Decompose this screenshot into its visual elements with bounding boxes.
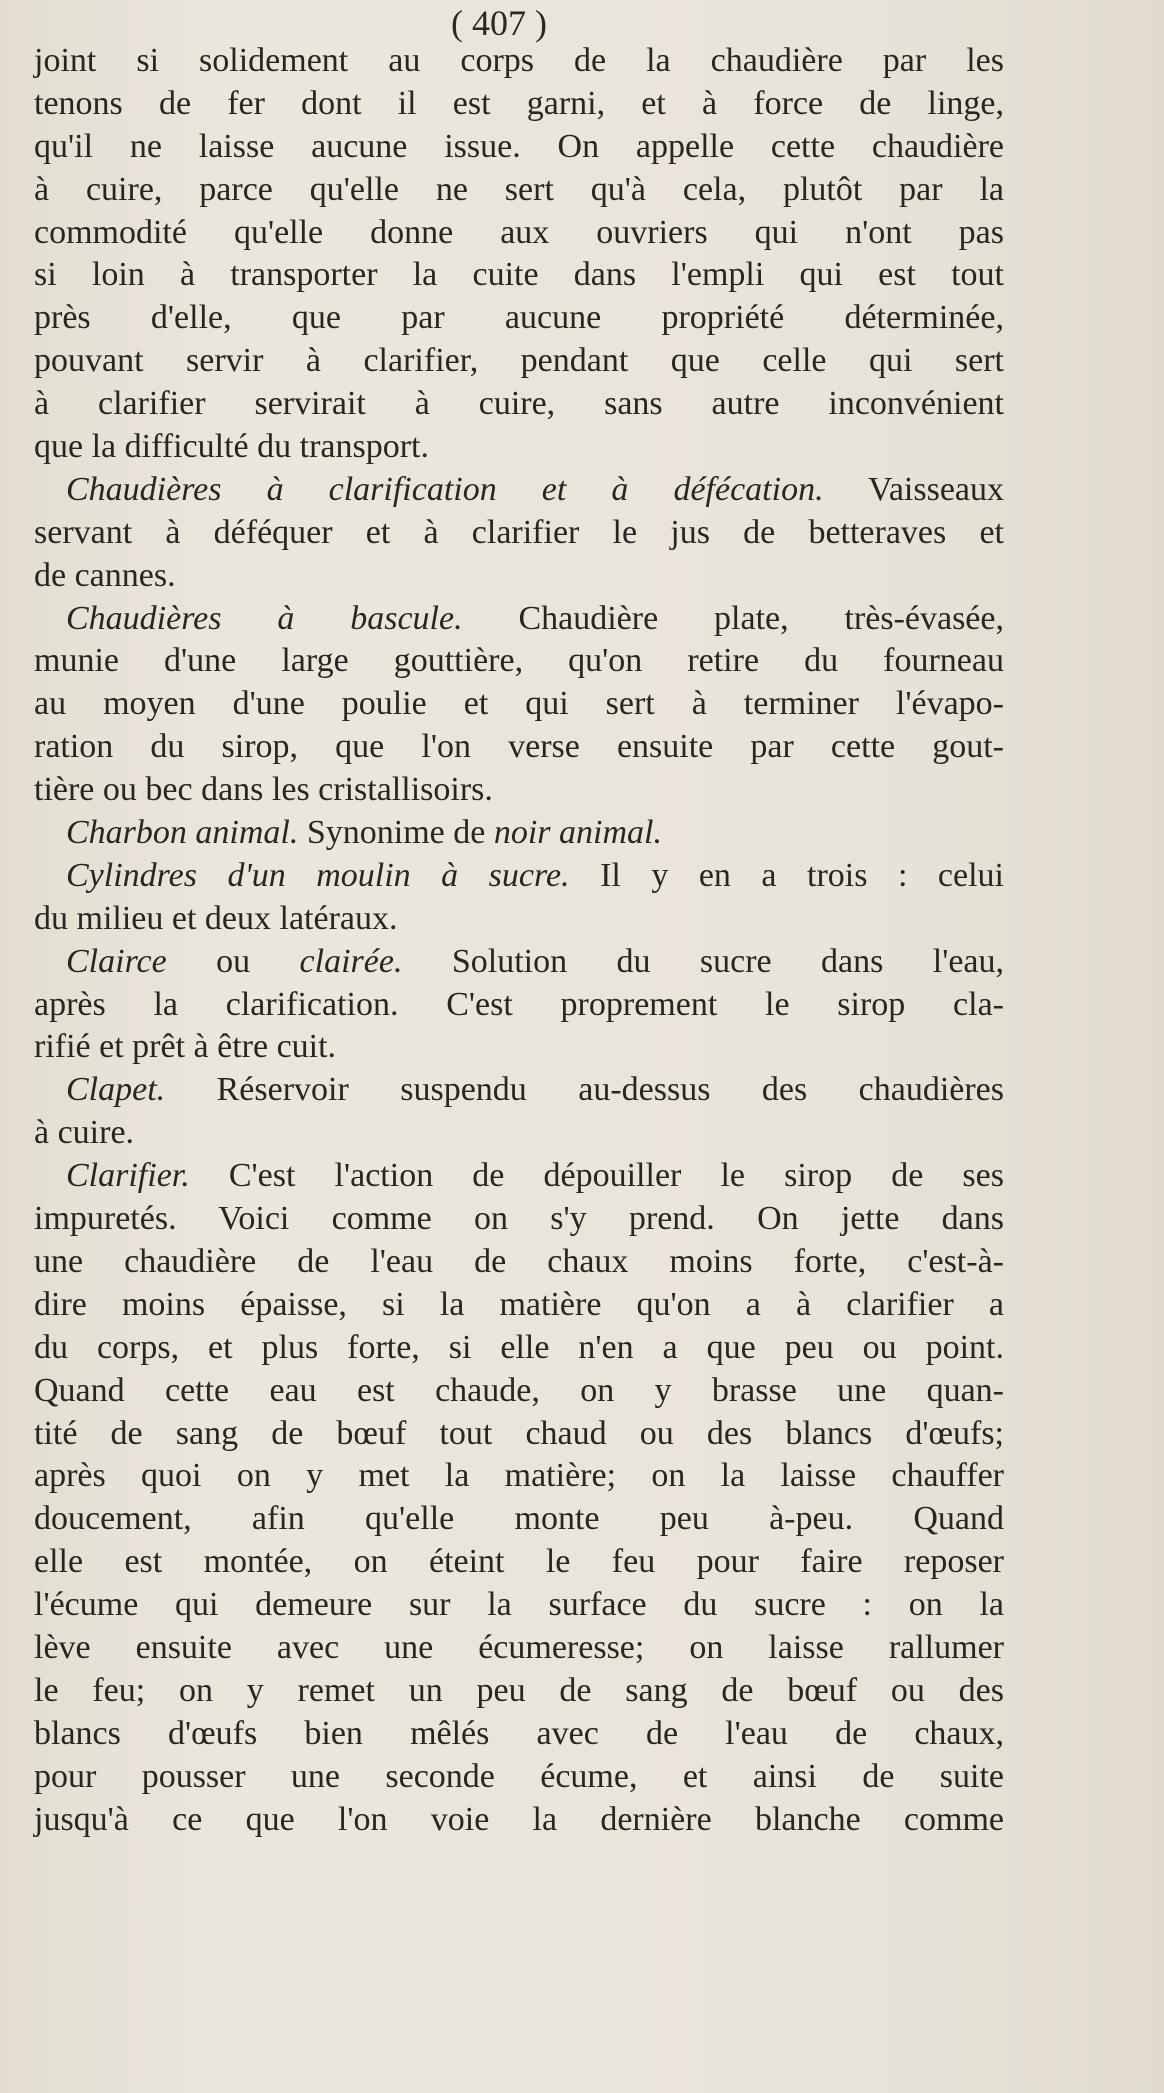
text-span: elle est montée, on éteint le feu pour faire reposer <box>34 1543 1004 1581</box>
text-span: l'écume qui demeure sur la surface du sucre : on la <box>34 1586 1004 1624</box>
text-line <box>34 1670 1004 1713</box>
text-span: du corps, et plus forte, si elle n'en a que peu ou point. <box>34 1328 1004 1366</box>
text-line <box>34 1069 1004 1112</box>
body-text <box>34 40 1004 1841</box>
headword-italic: Charbon animal. <box>66 814 299 852</box>
text-span: à cuire. <box>34 1114 135 1152</box>
headword-italic: Clapet. <box>66 1071 166 1109</box>
headword-italic: Clarifier. <box>66 1157 190 1195</box>
text-line <box>34 1413 1004 1456</box>
text-line <box>34 1756 1004 1799</box>
text-line <box>34 297 1004 340</box>
text-line <box>34 1026 1004 1069</box>
text-span: ration du sirop, que l'on verse ensuite par cette gout- <box>34 728 1004 766</box>
text-span: commodité qu'elle donne aux ouvriers qui n'ont pas <box>34 213 1004 251</box>
headword-italic: Chaudières à bascule. <box>66 599 463 637</box>
text-line <box>34 1112 1004 1155</box>
headword-italic: clairée. <box>299 942 403 980</box>
text-span: tité de sang de bœuf tout chaud ou des blancs d'œufs; <box>34 1414 1004 1452</box>
text-line <box>34 640 1004 683</box>
text-line <box>34 426 1004 469</box>
text-span: munie d'une large gouttière, qu'on retire du fourneau <box>34 642 1004 680</box>
text-span: ou <box>166 942 300 980</box>
text-span: tière ou bec dans les cristallisoirs. <box>34 771 493 809</box>
text-line <box>34 683 1004 726</box>
text-span: qu'il ne laisse aucune issue. On appelle cette chaudière <box>34 127 1004 165</box>
text-line <box>34 855 1004 898</box>
text-line <box>34 1541 1004 1584</box>
text-span: de cannes. <box>34 556 176 594</box>
text-line <box>34 726 1004 769</box>
text-span: Quand cette eau est chaude, on y brasse une quan- <box>34 1371 1004 1409</box>
text-line <box>34 1155 1004 1198</box>
page-number: ( 407 ) <box>451 3 547 43</box>
text-line <box>34 1370 1004 1413</box>
text-span: du milieu et deux latéraux. <box>34 899 398 937</box>
text-span: Solution du sucre dans l'eau, <box>402 942 1005 980</box>
text-span: au moyen d'une poulie et qui sert à terminer l'évapo- <box>34 685 1004 723</box>
text-line <box>34 1455 1004 1498</box>
text-line <box>34 1498 1004 1541</box>
text-span: tenons de fer dont il est garni, et à force de linge, <box>34 84 1004 122</box>
text-line <box>34 1713 1004 1756</box>
text-line <box>34 984 1004 1027</box>
text-span: Synonime de <box>298 814 494 852</box>
text-span: dire moins épaisse, si la matière qu'on a à clarifier a <box>34 1285 1004 1323</box>
text-span: impuretés. Voici comme on s'y prend. On jette dans <box>34 1200 1004 1238</box>
text-span: joint si solidement au corps de la chaudière par les <box>34 42 1004 79</box>
text-line <box>34 383 1004 426</box>
text-line <box>34 169 1004 212</box>
text-span: C'est l'action de dépouiller le sirop de ses <box>189 1157 1004 1195</box>
text-span: une chaudière de l'eau de chaux moins forte, c'est-à- <box>34 1242 1004 1280</box>
text-line <box>34 254 1004 297</box>
text-span: Il y en a trois : celui <box>569 856 1004 894</box>
text-span: pouvant servir à clarifier, pendant que celle qui sert <box>34 342 1004 380</box>
text-span: après la clarification. C'est proprement le sirop cla- <box>34 985 1004 1023</box>
text-span: lève ensuite avec une écumeresse; on laisse rallumer <box>34 1628 1004 1666</box>
text-span: servant à déféquer et à clarifier le jus de betteraves et <box>34 513 1004 551</box>
text-line <box>34 212 1004 255</box>
text-line <box>34 898 1004 941</box>
text-span: doucement, afin qu'elle monte peu à-peu. Quand <box>34 1500 1004 1538</box>
text-span: le feu; on y remet un peu de sang de bœuf ou des <box>34 1671 1004 1709</box>
text-span: Réservoir suspendu au-dessus des chaudières <box>165 1071 1004 1109</box>
text-line <box>34 83 1004 126</box>
text-line <box>34 469 1004 512</box>
headword-italic: Clairce <box>66 942 167 980</box>
text-span: Vaisseaux <box>823 470 1004 508</box>
text-span: après quoi on y met la matière; on la laisse chauffer <box>34 1457 1004 1495</box>
text-line <box>34 598 1004 641</box>
text-line <box>34 769 1004 812</box>
text-line <box>34 512 1004 555</box>
text-line <box>34 1284 1004 1327</box>
text-line <box>34 555 1004 598</box>
text-span: blancs d'œufs bien mêlés avec de l'eau de chaux, <box>34 1714 1004 1752</box>
text-span: rifié et prêt à être cuit. <box>34 1028 337 1066</box>
text-line <box>34 126 1004 169</box>
headword-italic: Chaudières à clarification et à défécation. <box>66 470 824 508</box>
text-line <box>34 1241 1004 1284</box>
text-line <box>34 1327 1004 1370</box>
text-span: que la difficulté du transport. <box>34 428 429 466</box>
text-line <box>34 40 1004 83</box>
text-line <box>34 1799 1004 1842</box>
headword-italic: noir animal. <box>493 814 662 852</box>
text-span: Chaudière plate, très-évasée, <box>462 599 1004 637</box>
text-span: à cuire, parce qu'elle ne sert qu'à cela, plutôt par la <box>34 170 1004 208</box>
text-line <box>34 812 1004 855</box>
text-line <box>34 1584 1004 1627</box>
text-span: si loin à transporter la cuite dans l'empli qui est tout <box>34 256 1004 294</box>
text-line <box>34 1198 1004 1241</box>
text-span: à clarifier servirait à cuire, sans autre inconvénient <box>34 385 1004 423</box>
text-line <box>34 340 1004 383</box>
text-span: près d'elle, que par aucune propriété déterminée, <box>34 299 1004 337</box>
text-line <box>34 1627 1004 1670</box>
headword-italic: Cylindres d'un moulin à sucre. <box>66 856 570 894</box>
text-line <box>34 941 1004 984</box>
text-span: jusqu'à ce que l'on voie la dernière blanche comme <box>34 1800 1004 1838</box>
text-span: pour pousser une seconde écume, et ainsi de suite <box>34 1757 1004 1795</box>
